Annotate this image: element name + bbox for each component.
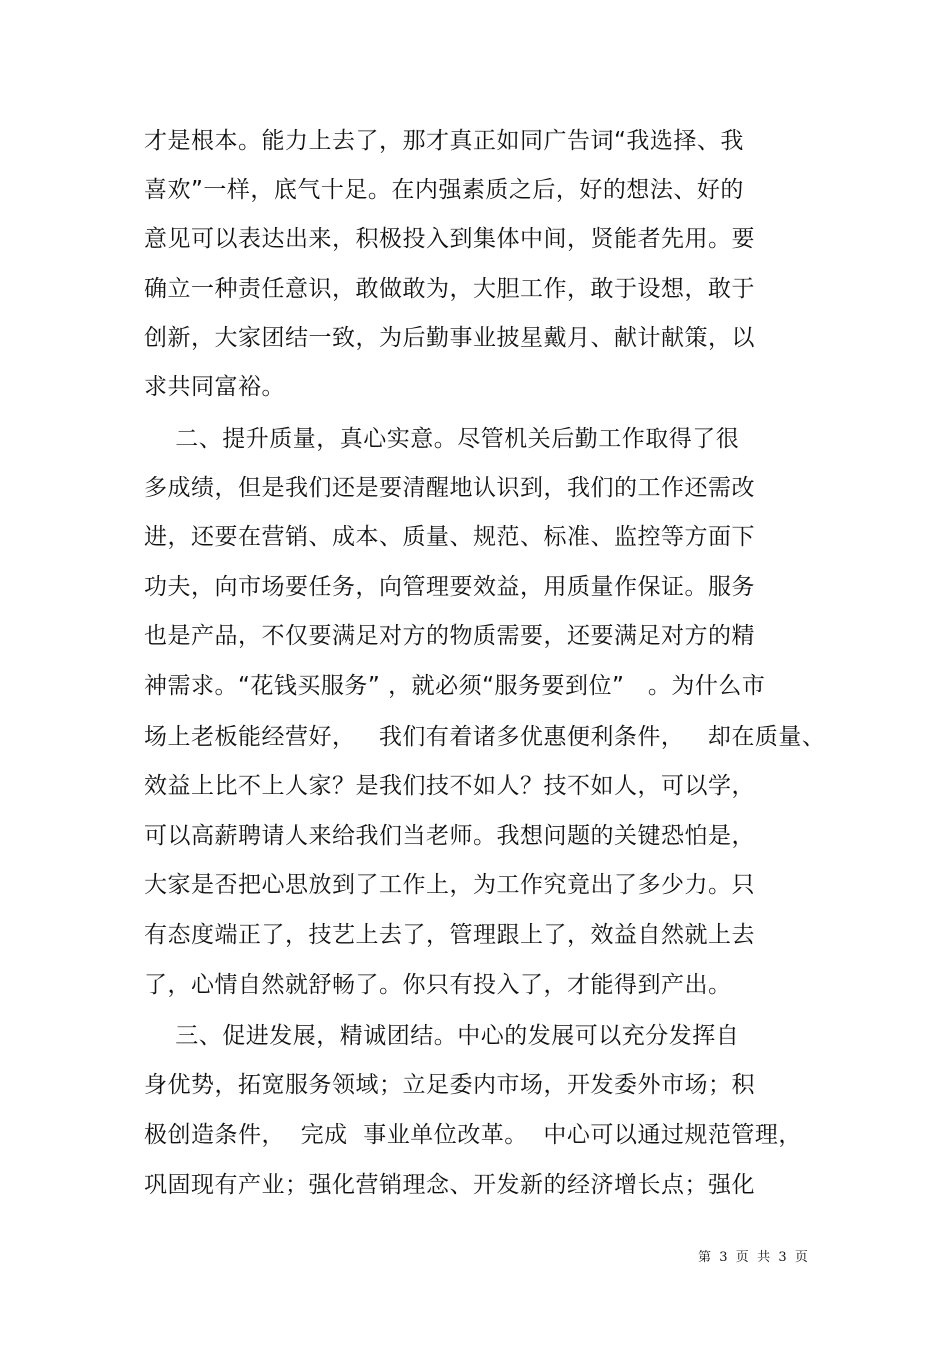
text-line: 才是根本。能力上去了，那才真正如同广告词“我选择、我 [144,128,744,154]
text-line: 了，心情自然就舒畅了。你只有投入了，才能得到产出。 [144,972,732,998]
text-line: 确立一种责任意识，敢做敢为，大胆工作，敢于设想，敢于 [144,276,755,302]
text-line: 多成绩，但是我们还是要清醒地认识到，我们的工作还需改 [144,475,755,501]
text-line: 极创造条件， 完成 事业单位改革。 中心可以通过规范管理， [144,1122,802,1148]
text-line: 创新，大家团结一致，为后勤事业披星戴月、献计献策，以 [144,325,755,351]
text-line: 场上老板能经营好， 我们有着诸多优惠便利条件， 却在质量、 [144,724,826,750]
text-line: 巩固现有产业；强化营销理念、开发新的经济增长点；强化 [144,1172,755,1198]
text-line: 神需求。“花钱买服务” ，就必须“服务要到位” 。为什么市 [144,673,766,699]
text-line: 大家是否把心思放到了工作上，为工作究竟出了多少力。只 [144,872,755,898]
text-line: 意见可以表达出来，积极投入到集体中间，贤能者先用。要 [144,226,755,252]
text-line: 可以高薪聘请人来给我们当老师。我想问题的关键恐怕是， [144,823,755,849]
text-line: 功夫，向市场要任务，向管理要效益，用质量作保证。服务 [144,574,755,600]
text-line: 也是产品，不仅要满足对方的物质需要，还要满足对方的精 [144,623,755,649]
text-line: 求共同富裕。 [144,374,285,400]
text-line: 效益上比不上人家？是我们技不如人？技不如人，可以学， [144,773,755,799]
text-line: 有态度端正了，技艺上去了，管理跟上了，效益自然就上去 [144,922,755,948]
text-line: 喜欢”一样，底气十足。在内强素质之后，好的想法、好的 [144,177,744,203]
text-line: 进，还要在营销、成本、质量、规范、标准、监控等方面下 [144,524,755,550]
text-line: 三、促进发展，精诚团结。中心的发展可以充分发挥自 [144,1023,740,1049]
page-footer: 第 3 页 共 3 页 [698,1250,808,1265]
text-line: 二、提升质量，真心实意。尽管机关后勤工作取得了很 [144,426,740,452]
text-line: 身优势，拓宽服务领域；立足委内市场，开发委外市场；积 [144,1072,755,1098]
